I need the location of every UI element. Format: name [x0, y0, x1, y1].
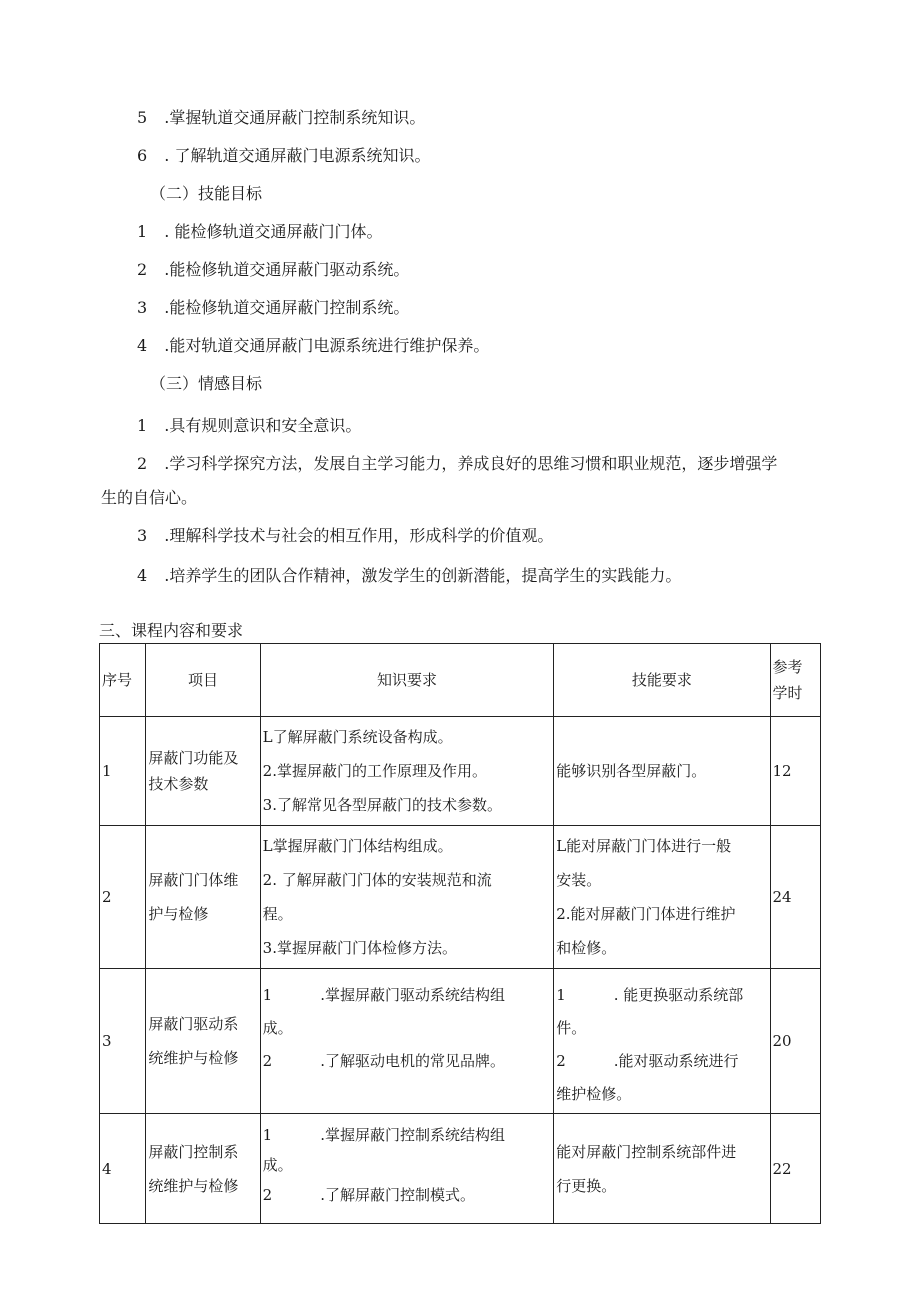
knowledge-line: 2. 了解屏蔽门门体的安装规范和流	[262, 871, 492, 889]
goal-number: 6	[137, 146, 148, 165]
skill-line: 安装。	[556, 871, 602, 889]
header-knowledge: 知识要求	[260, 644, 554, 717]
skill-line: 件。	[556, 1019, 587, 1037]
goal-text: . 能检修轨道交通屏蔽门门体。	[164, 222, 383, 241]
row-knowledge	[260, 969, 554, 1114]
table-row	[100, 826, 821, 969]
header-hours	[770, 644, 820, 717]
row-no: 1	[100, 717, 146, 826]
row-skill	[554, 969, 770, 1114]
goal-text: . 了解轨道交通屏蔽门电源系统知识。	[164, 146, 431, 165]
knowledge-line: L掌握屏蔽门门体结构组成。	[262, 837, 453, 855]
row-skill	[554, 717, 770, 826]
item-line: 统维护与检修	[148, 1049, 239, 1067]
header-skill: 技能要求	[554, 644, 770, 717]
emotion-goal-2	[137, 453, 777, 475]
goal-number: 2	[137, 260, 148, 279]
skill-goals-heading: （二）技能目标	[150, 184, 263, 203]
row-no: 4	[100, 1114, 146, 1224]
row-skill	[554, 1114, 770, 1224]
goal-number: 1	[137, 222, 148, 241]
row-item	[146, 969, 260, 1114]
row-no: 2	[100, 826, 146, 969]
knowledge-line: 成。	[262, 1156, 293, 1174]
item-line: 屏蔽门功能及	[148, 749, 239, 767]
row-item	[146, 717, 260, 826]
item-line: 屏蔽门驱动系	[148, 1015, 239, 1033]
skill-line: 能够识别各型屏蔽门。	[556, 762, 707, 780]
goal-text: .理解科学技术与社会的相互作用，形成科学的价值观。	[164, 526, 554, 545]
goal-text: .学习科学探究方法，发展自主学习能力，养成良好的思维习惯和职业规范，逐步增强学	[164, 454, 778, 473]
row-hours: 22	[770, 1114, 820, 1224]
goal-number: 4	[137, 566, 148, 585]
skill-line: 行更换。	[556, 1176, 617, 1195]
goal-number: 2	[137, 454, 148, 473]
table-row	[100, 1114, 821, 1224]
knowledge-line: 2 .了解驱动电机的常见品牌。	[262, 1052, 505, 1070]
item-line: 统维护与检修	[148, 1176, 239, 1195]
emotion-goals-heading: （三）情感目标	[150, 374, 263, 393]
knowledge-line: 成。	[262, 1019, 293, 1037]
row-knowledge	[260, 1114, 554, 1224]
item-line: 护与检修	[148, 905, 209, 923]
skill-line: L能对屏蔽门门体进行一般	[556, 837, 732, 855]
goal-number: 1	[137, 416, 148, 435]
header-hours-line: 学时	[772, 684, 803, 702]
row-knowledge	[260, 717, 554, 826]
skill-goal-4	[137, 335, 489, 357]
knowledge-goal-6	[137, 145, 430, 167]
header-hours-line: 参考	[772, 658, 803, 676]
skill-line: 维护检修。	[556, 1085, 632, 1103]
goal-number: 3	[137, 526, 148, 545]
goal-text: .能对轨道交通屏蔽门电源系统进行维护保养。	[164, 336, 490, 355]
knowledge-line: 3.掌握屏蔽门门体检修方法。	[262, 939, 457, 957]
table-row	[100, 969, 821, 1114]
header-no: 序号	[100, 644, 146, 717]
skill-line: 和检修。	[556, 939, 617, 957]
row-hours: 24	[770, 826, 820, 969]
row-skill	[554, 826, 770, 969]
section-title: 三、课程内容和要求	[99, 621, 244, 640]
skill-line: 2.能对屏蔽门门体进行维护	[556, 905, 736, 923]
goal-number: 4	[137, 336, 148, 355]
row-knowledge	[260, 826, 554, 969]
row-item	[146, 1114, 260, 1224]
row-hours: 20	[770, 969, 820, 1114]
knowledge-line: L了解屏蔽门系统设备构成。	[262, 728, 453, 746]
item-line: 技术参数	[148, 775, 209, 793]
goal-text: .培养学生的团队合作精神，激发学生的创新潜能，提高学生的实践能力。	[164, 566, 682, 585]
row-item	[146, 826, 260, 969]
table-row	[100, 717, 821, 826]
skill-line: 能对屏蔽门控制系统部件进	[556, 1142, 737, 1161]
skill-line: 2 .能对驱动系统进行	[556, 1052, 739, 1070]
knowledge-line: 1 .掌握屏蔽门驱动系统结构组	[262, 986, 505, 1004]
emotion-goal-1	[137, 415, 361, 437]
item-line: 屏蔽门控制系	[148, 1142, 239, 1161]
goal-text: .能检修轨道交通屏蔽门控制系统。	[164, 298, 410, 317]
item-line: 屏蔽门门体维	[148, 871, 239, 889]
course-content-table	[99, 643, 821, 1224]
knowledge-line: 程。	[262, 905, 293, 923]
goal-text: .能检修轨道交通屏蔽门驱动系统。	[164, 260, 410, 279]
row-hours: 12	[770, 717, 820, 826]
skill-goal-2	[137, 259, 409, 281]
goal-number: 3	[137, 298, 148, 317]
emotion-goal-3	[137, 525, 553, 547]
skill-goal-3	[137, 297, 409, 319]
knowledge-line: 1 .掌握屏蔽门控制系统结构组	[262, 1126, 505, 1144]
goal-number: 5	[137, 108, 148, 127]
header-item: 项目	[146, 644, 260, 717]
goal-text: .掌握轨道交通屏蔽门控制系统知识。	[164, 108, 426, 127]
skill-goal-1	[137, 221, 382, 243]
knowledge-line: 3.了解常见各型屏蔽门的技术参数。	[262, 796, 502, 814]
table-header-row	[100, 644, 821, 717]
goal-text: .具有规则意识和安全意识。	[164, 416, 362, 435]
row-no: 3	[100, 969, 146, 1114]
knowledge-line: 2.掌握屏蔽门的工作原理及作用。	[262, 762, 487, 780]
knowledge-goal-5	[137, 107, 425, 129]
emotion-goal-4	[137, 565, 681, 587]
skill-line: 1 . 能更换驱动系统部	[556, 986, 744, 1004]
emotion-goal-2-continuation: 生的自信心。	[101, 488, 198, 507]
knowledge-line: 2 .了解屏蔽门控制模式。	[262, 1186, 475, 1204]
